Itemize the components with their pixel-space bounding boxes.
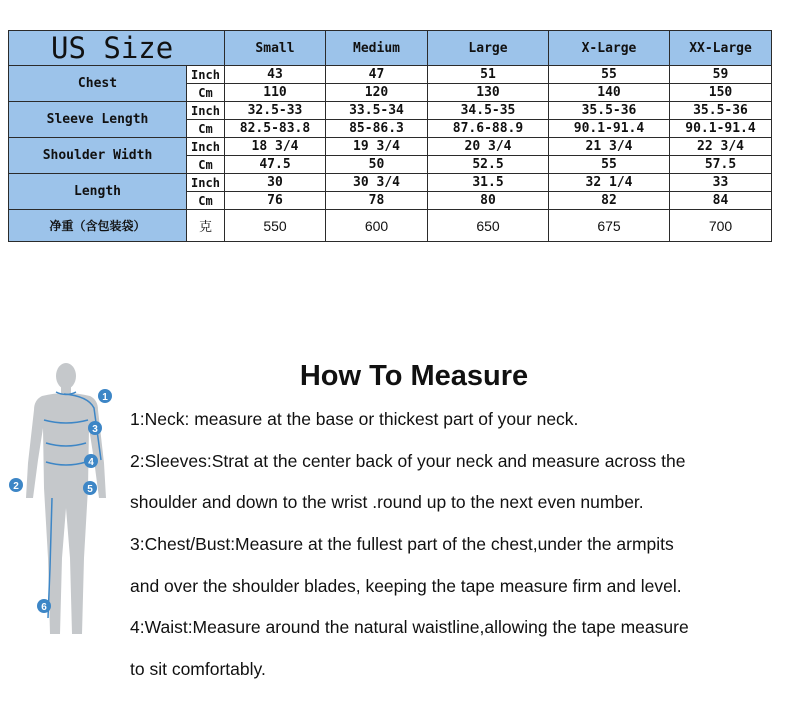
svg-text:6: 6	[41, 602, 47, 613]
value-cell: 600	[326, 210, 428, 242]
table-row	[9, 174, 772, 192]
value-cell: 130	[428, 84, 549, 102]
row-label-sleeve-length: Sleeve Length	[9, 102, 187, 138]
marker-2-icon	[9, 478, 23, 492]
value-cell: 35.5-36	[549, 102, 670, 120]
value-cell: 33	[670, 174, 772, 192]
marker-4-icon	[84, 454, 98, 468]
marker-5-icon	[83, 481, 97, 495]
value-cell: 32 1/4	[549, 174, 670, 192]
svg-text:3: 3	[92, 424, 98, 435]
value-cell: 47.5	[225, 156, 326, 174]
value-cell: 150	[670, 84, 772, 102]
svg-text:1: 1	[102, 392, 108, 403]
value-cell: 22 3/4	[670, 138, 772, 156]
value-cell: 43	[225, 66, 326, 84]
value-cell: 140	[549, 84, 670, 102]
value-cell: 19 3/4	[326, 138, 428, 156]
table-row	[9, 210, 772, 242]
unit-cell: Inch	[187, 138, 225, 156]
row-label-shoulder-width: Shoulder Width	[9, 138, 187, 174]
value-cell: 59	[670, 66, 772, 84]
row-label-net-weight: 净重（含包装袋）	[9, 210, 187, 242]
value-cell: 87.6-88.9	[428, 120, 549, 138]
body-measurement-figure	[6, 348, 126, 648]
unit-cell: Inch	[187, 174, 225, 192]
table-title: US Size	[9, 31, 225, 66]
unit-cell: Cm	[187, 156, 225, 174]
marker-3-icon	[88, 421, 102, 435]
measure-line-waist: 4:Waist:Measure around the natural waistline,allowing the tape measure	[130, 617, 689, 637]
value-cell: 76	[225, 192, 326, 210]
value-cell: 33.5-34	[326, 102, 428, 120]
value-cell: 34.5-35	[428, 102, 549, 120]
marker-6-icon	[37, 599, 51, 613]
value-cell: 32.5-33	[225, 102, 326, 120]
value-cell: 47	[326, 66, 428, 84]
measure-line-sleeves: 2:Sleeves:Strat at the center back of your neck and measure across the	[130, 451, 686, 471]
size-chart-table	[8, 30, 772, 242]
value-cell: 84	[670, 192, 772, 210]
value-cell: 50	[326, 156, 428, 174]
unit-cell: Cm	[187, 84, 225, 102]
value-cell: 80	[428, 192, 549, 210]
value-cell: 90.1-91.4	[670, 120, 772, 138]
value-cell: 52.5	[428, 156, 549, 174]
value-cell: 51	[428, 66, 549, 84]
value-cell: 110	[225, 84, 326, 102]
table-row	[9, 66, 772, 84]
unit-cell: Inch	[187, 102, 225, 120]
value-cell: 30 3/4	[326, 174, 428, 192]
value-cell: 30	[225, 174, 326, 192]
value-cell: 55	[549, 66, 670, 84]
measure-line-sleeves-cont: shoulder and down to the wrist .round up to the next even number.	[130, 492, 644, 512]
unit-cell: Cm	[187, 192, 225, 210]
value-cell: 31.5	[428, 174, 549, 192]
value-cell: 82.5-83.8	[225, 120, 326, 138]
measure-line-neck: 1:Neck: measure at the base or thickest part of your neck.	[130, 409, 579, 429]
svg-text:2: 2	[13, 481, 19, 492]
value-cell: 700	[670, 210, 772, 242]
table-row	[9, 102, 772, 120]
measure-line-waist-cont: to sit comfortably.	[130, 659, 266, 679]
value-cell: 35.5-36	[670, 102, 772, 120]
size-col-small: Small	[225, 31, 326, 66]
unit-cell: Inch	[187, 66, 225, 84]
value-cell: 21 3/4	[549, 138, 670, 156]
row-label-length: Length	[9, 174, 187, 210]
size-col-xxlarge: XX-Large	[670, 31, 772, 66]
value-cell: 18 3/4	[225, 138, 326, 156]
how-to-measure-title: How To Measure	[299, 360, 529, 392]
size-col-xlarge: X-Large	[549, 31, 670, 66]
table-row	[9, 138, 772, 156]
human-silhouette	[26, 363, 106, 634]
value-cell: 82	[549, 192, 670, 210]
value-cell: 90.1-91.4	[549, 120, 670, 138]
size-col-medium: Medium	[326, 31, 428, 66]
value-cell: 550	[225, 210, 326, 242]
value-cell: 20 3/4	[428, 138, 549, 156]
unit-cell: Cm	[187, 120, 225, 138]
value-cell: 650	[428, 210, 549, 242]
value-cell: 85-86.3	[326, 120, 428, 138]
row-label-chest: Chest	[9, 66, 187, 102]
svg-text:5: 5	[87, 484, 93, 495]
size-header-row	[9, 31, 772, 66]
value-cell: 57.5	[670, 156, 772, 174]
measure-line-chest-cont: and over the shoulder blades, keeping the tape measure firm and level.	[130, 576, 682, 596]
measure-line-chest: 3:Chest/Bust:Measure at the fullest part of the chest,under the armpits	[130, 534, 674, 554]
svg-text:4: 4	[88, 457, 94, 468]
unit-cell: 克	[187, 210, 225, 242]
value-cell: 675	[549, 210, 670, 242]
size-col-large: Large	[428, 31, 549, 66]
value-cell: 55	[549, 156, 670, 174]
value-cell: 78	[326, 192, 428, 210]
value-cell: 120	[326, 84, 428, 102]
